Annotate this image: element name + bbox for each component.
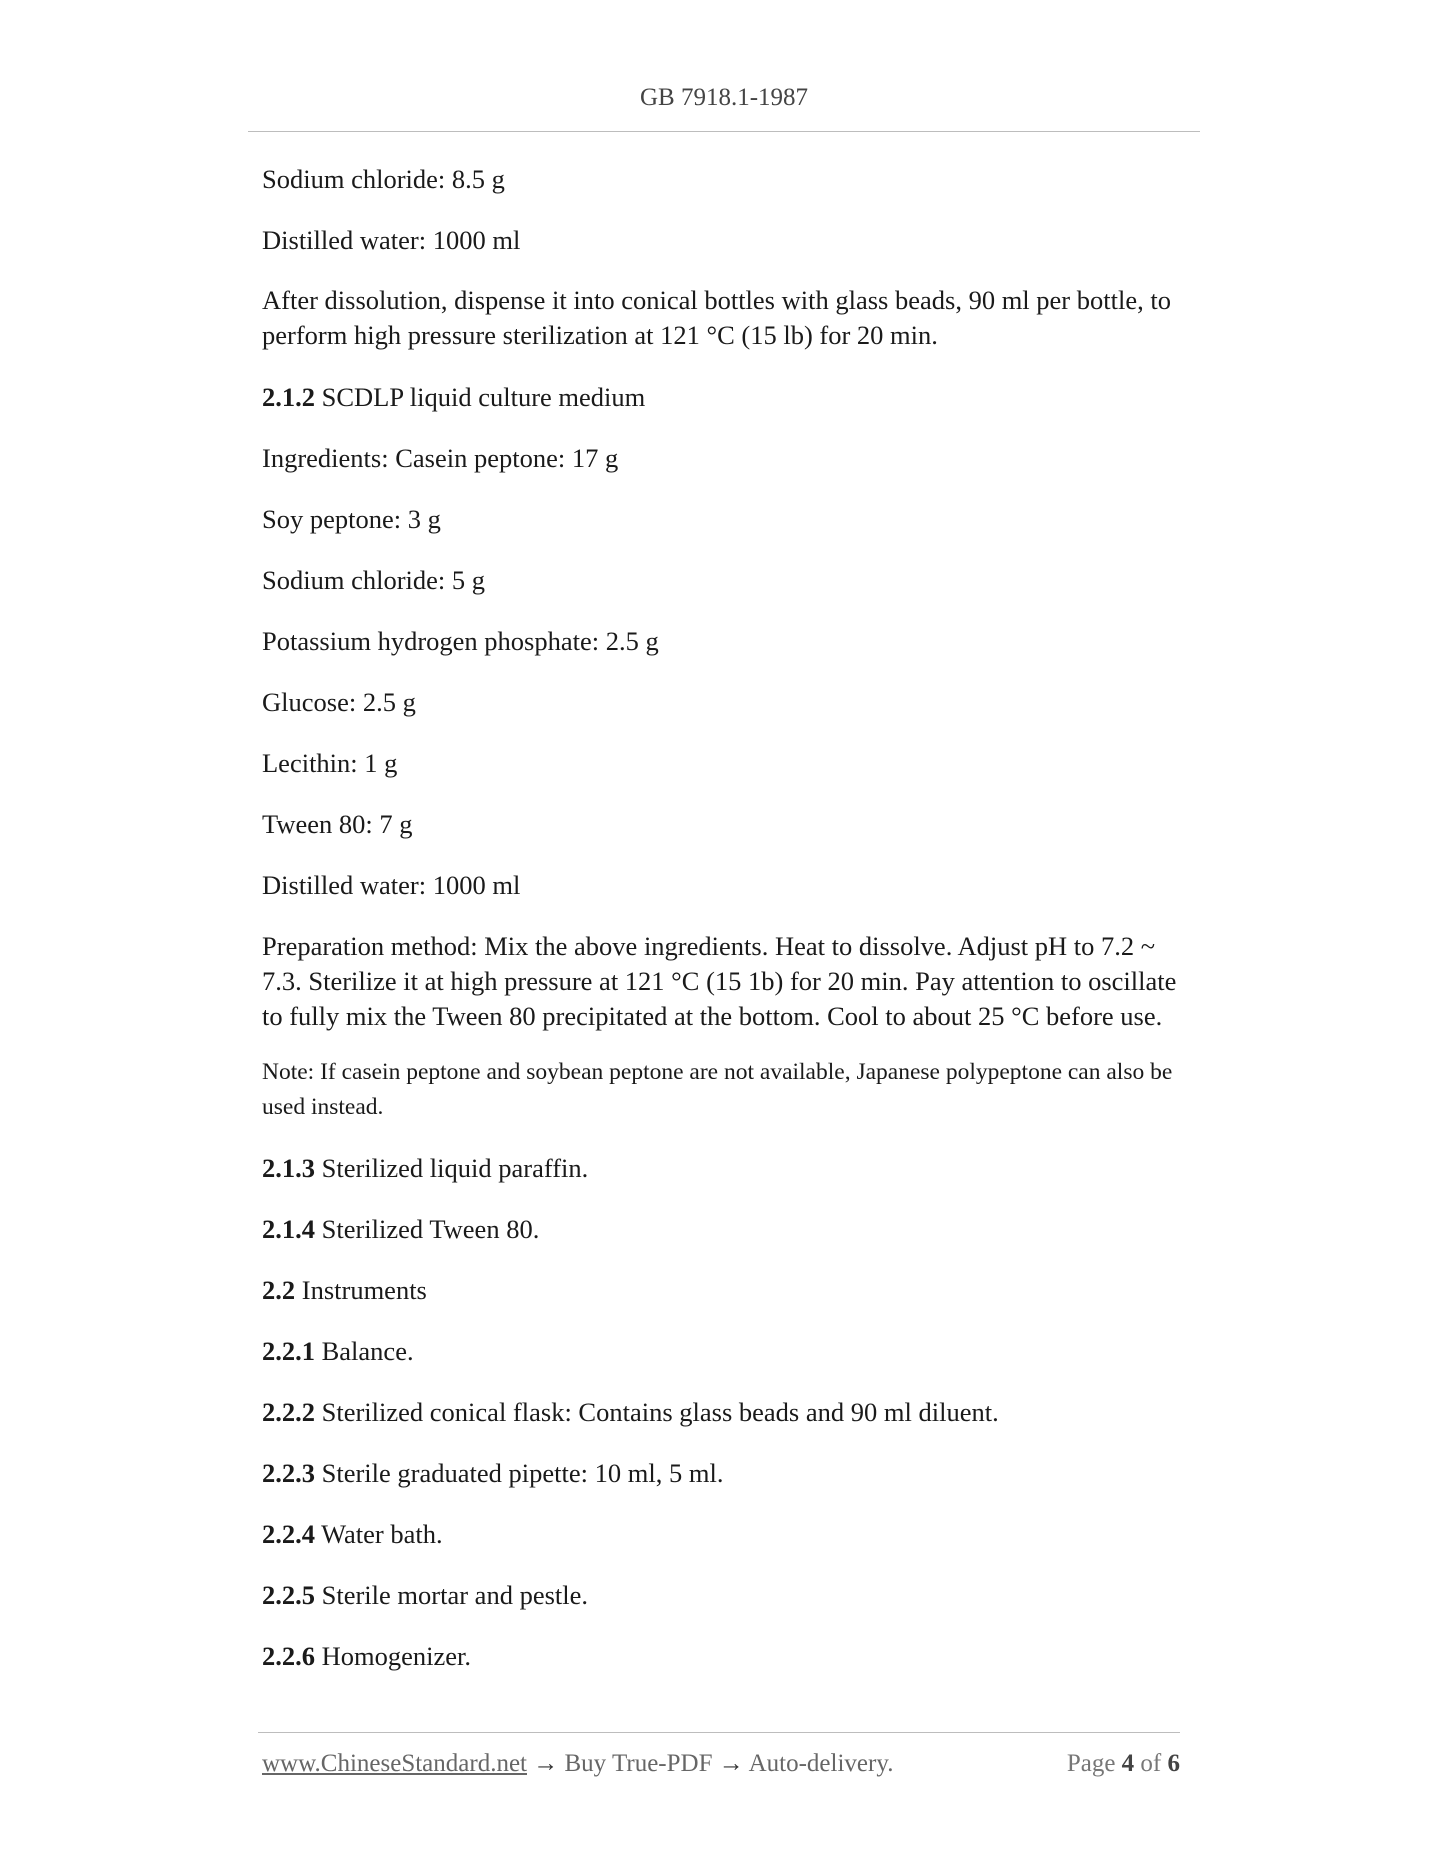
section-heading-2-2-4 [262, 1517, 1192, 1552]
preparation-paragraph: Preparation method: Mix the above ingredients. Heat to dissolve. Adjust pH to 7.2 ~ 7.3. Sterilize it at high pressure at 121 °C (15 1b) for 20 min. Pay attention to oscillate to fully mix the Tween 80 precipitated at the bottom. Cool to about 25 °C before use. [262, 931, 1177, 1031]
section-number: 2.1.4 [262, 1214, 315, 1244]
page-of: of [1134, 1750, 1168, 1777]
section-number: 2.2 [262, 1275, 296, 1305]
page-header-title: GB 7918.1-1987 [639, 84, 809, 111]
auto-delivery-text: Auto-delivery. [748, 1750, 894, 1777]
page-footer [262, 1750, 1180, 1790]
ingredient-line: Ingredients: Casein peptone: 17 g [262, 443, 619, 473]
ingredient-line: Potassium hydrogen phosphate: 2.5 g [262, 626, 659, 656]
header-divider [248, 131, 1200, 132]
section-heading-2-2 [262, 1273, 1192, 1308]
ingredient-line: Sodium chloride: 5 g [262, 565, 486, 595]
section-number: 2.2.3 [262, 1458, 315, 1488]
section-text: SCDLP liquid culture medium [315, 382, 646, 412]
page-label: Page [1066, 1750, 1122, 1777]
section-number: 2.1.2 [262, 382, 315, 412]
section-heading-2-2-1 [262, 1334, 1192, 1369]
section-number: 2.1.3 [262, 1153, 315, 1183]
footer-divider [258, 1732, 1180, 1733]
section-number: 2.2.1 [262, 1336, 315, 1366]
page-total: 6 [1167, 1750, 1180, 1777]
section-text: Sterilized conical flask: Contains glass beads and 90 ml diluent. [315, 1397, 999, 1427]
section-number: 2.2.4 [262, 1519, 315, 1549]
body-paragraph: After dissolution, dispense it into conical bottles with glass beads, 90 ml per bottle, to perform high pressure sterilization at 121 °C (15 lb) for 20 min. [262, 285, 1171, 350]
buy-true-pdf-text: Buy True-PDF [564, 1750, 713, 1777]
section-text: Sterilized liquid paraffin. [315, 1153, 589, 1183]
arrow-right-icon: → [527, 1750, 565, 1777]
section-text: Sterile mortar and pestle. [315, 1580, 589, 1610]
section-text: Balance. [315, 1336, 414, 1366]
section-number: 2.2.5 [262, 1580, 315, 1610]
section-heading-2-1-4 [262, 1212, 1192, 1247]
ingredient-line: Lecithin: 1 g [262, 748, 398, 778]
section-text: Instruments [295, 1275, 427, 1305]
section-text: Sterile graduated pipette: 10 ml, 5 ml. [315, 1458, 724, 1488]
section-heading-2-1-3 [262, 1151, 1192, 1186]
section-text: Water bath. [315, 1519, 443, 1549]
section-heading-2-2-2 [262, 1395, 1192, 1430]
arrow-right-icon: → [712, 1750, 749, 1777]
section-heading-2-2-5 [262, 1578, 1192, 1613]
note-paragraph: Note: If casein peptone and soybean peptone are not available, Japanese polypeptone can also be used instead. [262, 1059, 1173, 1120]
section-number: 2.2.2 [262, 1397, 315, 1427]
section-text: Sterilized Tween 80. [315, 1214, 540, 1244]
ingredient-line: Glucose: 2.5 g [262, 687, 416, 717]
section-heading-2-1-2 [262, 380, 1192, 415]
section-number: 2.2.6 [262, 1641, 315, 1671]
page-current: 4 [1121, 1750, 1135, 1777]
section-heading-2-2-3 [262, 1456, 1192, 1491]
ingredient-line: Soy peptone: 3 g [262, 504, 441, 534]
section-heading-2-2-6 [262, 1639, 1192, 1674]
page-indicator [1067, 1750, 1180, 1778]
body-line: Distilled water: 1000 ml [262, 225, 521, 255]
body-line: Sodium chloride: 8.5 g [262, 164, 505, 194]
section-text: Homogenizer. [315, 1641, 472, 1671]
site-link[interactable]: www.ChineseStandard.net [262, 1750, 527, 1777]
ingredient-line: Tween 80: 7 g [262, 809, 413, 839]
ingredient-line: Distilled water: 1000 ml [262, 870, 521, 900]
